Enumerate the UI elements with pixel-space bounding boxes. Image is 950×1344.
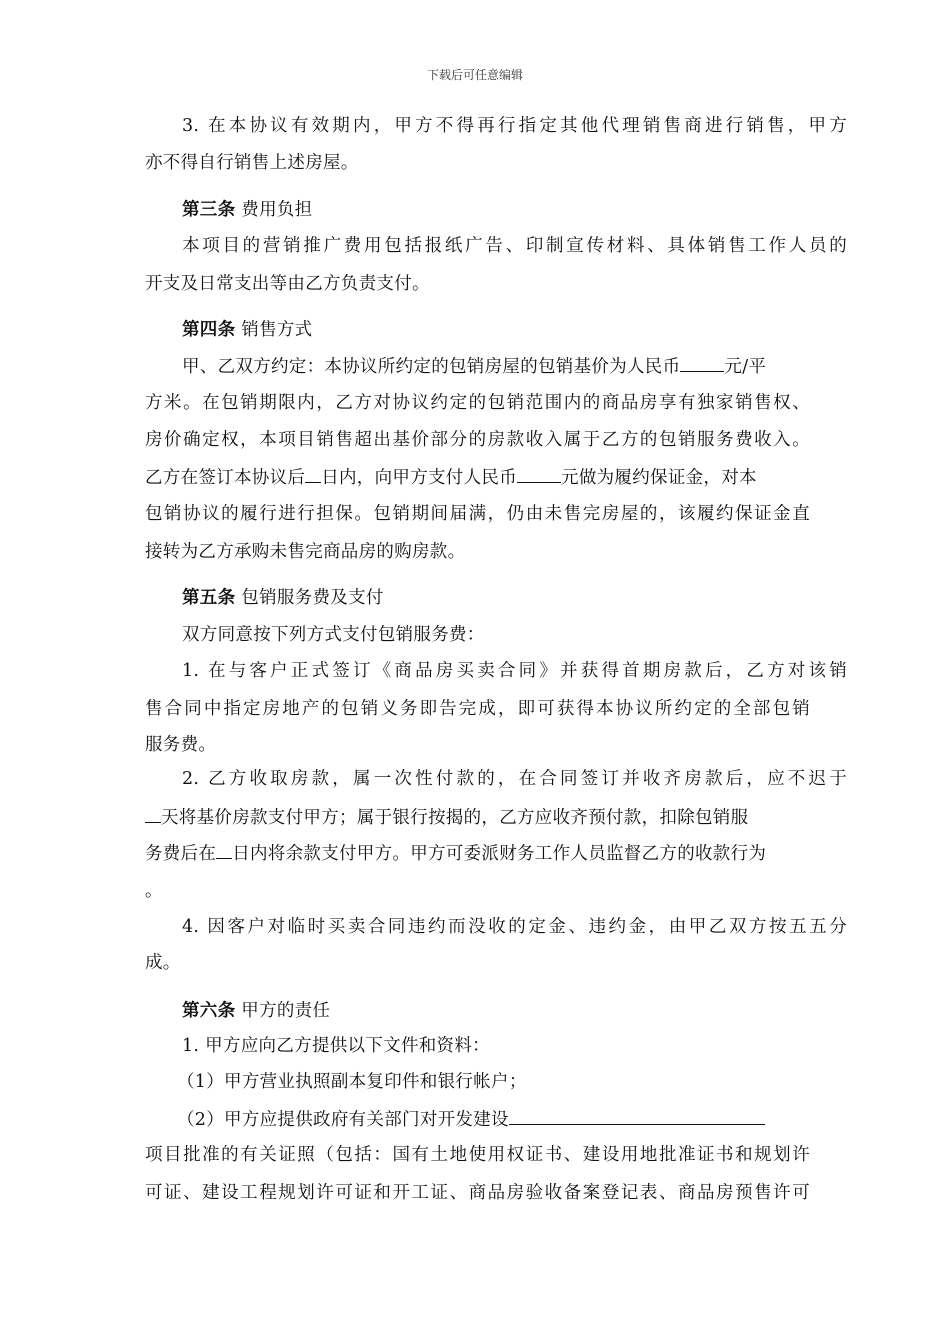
text-line xyxy=(145,1034,847,1058)
article-number: 第四条 xyxy=(182,320,236,340)
line-text: 日内，向甲方支付人民币 xyxy=(321,468,518,488)
line-text: 本项目的营销推广费用包括报纸广告、印制宣传材料、具体销售工作人员的 xyxy=(182,236,847,256)
line-text: 包销服务费及支付 xyxy=(235,588,384,608)
section-heading xyxy=(145,318,847,342)
line-text: 成。 xyxy=(145,953,181,973)
line-text: 费用负担 xyxy=(235,200,313,220)
text-line xyxy=(145,151,810,175)
line-text: （2）甲方应提供政府有关部门对开发建设 xyxy=(177,1110,509,1130)
line-text: 服务费。 xyxy=(145,735,217,755)
text-line xyxy=(145,502,810,526)
line-text: 甲、乙双方约定：本协议所约定的包销房屋的包销基价为人民币 xyxy=(182,357,681,377)
line-text: 包销协议的履行进行担保。包销期间届满，仍由未售完房屋的，该履约保证金直 xyxy=(145,504,810,524)
line-text: 方米。在包销期限内，乙方对协议约定的包销范围内的商品房享有独家销售权、 xyxy=(145,393,810,413)
line-text: 乙方在签订本协议后 xyxy=(145,468,306,488)
fill-in-blank xyxy=(517,465,561,483)
line-text: 1. 甲方应向乙方提供以下文件和资料： xyxy=(182,1036,490,1056)
fill-in-blank xyxy=(145,805,161,823)
line-text: 务费后在 xyxy=(145,844,217,864)
text-line xyxy=(145,428,810,452)
article-number: 第五条 xyxy=(182,588,236,608)
text-line xyxy=(145,391,810,415)
fill-in-blank xyxy=(305,465,321,483)
line-text: 元/平 xyxy=(724,357,767,377)
text-line xyxy=(145,805,810,830)
fill-in-blank xyxy=(216,841,232,859)
text-line xyxy=(145,114,847,138)
text-line xyxy=(145,1143,810,1167)
section-heading xyxy=(145,586,847,610)
line-text: 。 xyxy=(145,881,163,901)
page-header: 下载后可任意编辑 xyxy=(426,68,523,82)
line-text: 甲方的责任 xyxy=(235,1001,331,1021)
line-text: 项目批准的有关证照（包括：国有土地使用权证书、建设用地批准证书和规划许 xyxy=(145,1145,810,1165)
section-heading xyxy=(145,999,847,1023)
text-line xyxy=(145,841,810,866)
fill-in-blank xyxy=(680,354,724,372)
text-line xyxy=(145,1181,810,1205)
line-text: 元做为履约保证金，对本 xyxy=(561,468,757,488)
line-text: （1）甲方营业执照副本复印件和银行帐户； xyxy=(177,1072,527,1092)
text-line xyxy=(145,465,810,490)
line-text: 房价确定权，本项目销售超出基价部分的房款收入属于乙方的包销服务费收入。 xyxy=(145,430,810,450)
text-line xyxy=(145,767,847,791)
line-text: 天将基价房款支付甲方；属于银行按揭的，乙方应收齐预付款，扣除包销服 xyxy=(161,808,749,828)
line-text: 3. 在本协议有效期内，甲方不得再行指定其他代理销售商进行销售，甲方 xyxy=(182,116,847,136)
text-line xyxy=(145,272,810,296)
text-line xyxy=(145,623,847,647)
line-text: 接转为乙方承购未售完商品房的购房款。 xyxy=(145,542,466,562)
line-text: 售合同中指定房地产的包销义务即告完成，即可获得本协议所约定的全部包销 xyxy=(145,699,810,719)
text-line xyxy=(145,879,810,903)
text-line xyxy=(145,234,847,258)
text-line xyxy=(145,659,847,683)
text-line xyxy=(145,1107,842,1132)
line-text: 可证、建设工程规划许可证和开工证、商品房验收备案登记表、商品房预售许可 xyxy=(145,1183,810,1203)
fill-in-blank xyxy=(509,1107,765,1125)
line-text: 1. 在与客户正式签订《商品房买卖合同》并获得首期房款后，乙方对该销 xyxy=(182,661,847,681)
section-heading xyxy=(145,198,847,222)
article-number: 第六条 xyxy=(182,1001,236,1021)
line-text: 亦不得自行销售上述房屋。 xyxy=(145,153,359,173)
line-text: 2. 乙方收取房款，属一次性付款的，在合同签订并收齐房款后，应不迟于 xyxy=(182,769,847,789)
text-line xyxy=(145,697,810,721)
line-text: 4. 因客户对临时买卖合同违约而没收的定金、违约金，由甲乙双方按五五分 xyxy=(182,917,847,937)
text-line xyxy=(145,354,847,379)
line-text: 开支及日常支出等由乙方负责支付。 xyxy=(145,274,430,294)
text-line xyxy=(145,1070,842,1094)
line-text: 日内将余款支付甲方。甲方可委派财务工作人员监督乙方的收款行为 xyxy=(232,844,767,864)
text-line xyxy=(145,951,810,975)
text-line xyxy=(145,915,847,939)
text-line xyxy=(145,733,810,757)
text-line xyxy=(145,540,810,564)
line-text: 销售方式 xyxy=(235,320,313,340)
article-number: 第三条 xyxy=(182,200,236,220)
line-text: 双方同意按下列方式支付包销服务费： xyxy=(182,625,485,645)
